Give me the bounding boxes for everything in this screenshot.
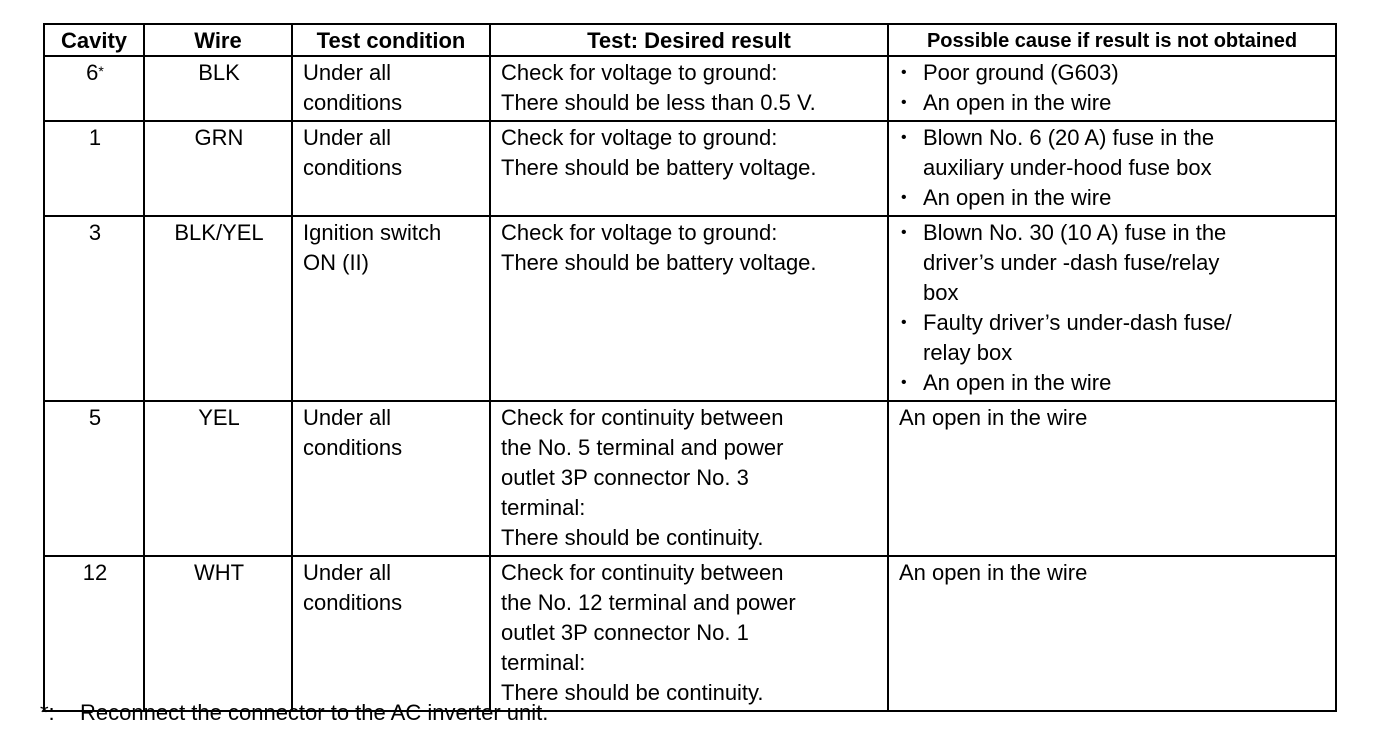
condition-line: ON (II) [303,250,369,275]
cause-line: • Blown No. 6 (20 A) fuse in the [923,125,1215,150]
diagnostic-table-sheet [43,23,1335,712]
cause-item [899,218,1327,308]
cause-item [899,368,1327,398]
condition-cell [292,556,490,711]
test-cell [490,216,888,401]
test-line: There should be continuity. [501,525,764,550]
test-line: There should be battery voltage. [501,250,817,275]
cause-item [899,308,1327,368]
cavity-cell: 1 [44,121,144,216]
test-line: There should be less than 0.5 V. [501,90,816,115]
header-test-condition: Test condition [292,24,490,56]
cause-line: • An open in the wire [923,370,1112,395]
cause-item [899,123,1327,183]
condition-line: conditions [303,435,403,460]
test-line: the No. 5 terminal and power [501,435,784,460]
cause-line: box [923,280,959,305]
cause-list [899,58,1327,118]
condition-line: Under all [303,405,392,430]
cause-line: • Blown No. 30 (10 A) fuse in the [923,220,1227,245]
test-line: Check for continuity between [501,560,784,585]
test-line: There should be continuity. [501,680,764,705]
test-cell [490,121,888,216]
table-row [44,556,1336,711]
test-line: Check for voltage to ground: [501,60,778,85]
header-row [44,24,1336,56]
cause-line: auxiliary under-hood fuse box [923,155,1212,180]
header-cavity: Cavity [44,24,144,56]
cavity-cell: 12 [44,556,144,711]
cause-item [899,88,1327,118]
test-line: There should be battery voltage. [501,155,817,180]
cause-line: An open in the wire [899,560,1088,585]
test-line: outlet 3P connector No. 1 [501,620,749,645]
cause-line: An open in the wire [899,405,1088,430]
condition-cell [292,216,490,401]
condition-line: Under all [303,125,392,150]
test-line: Check for voltage to ground: [501,125,778,150]
test-cell [490,401,888,556]
cause-line: • Poor ground (G603) [923,60,1119,85]
cause-cell [888,216,1336,401]
cause-cell [888,401,1336,556]
condition-cell [292,401,490,556]
cavity-cell: 3 [44,216,144,401]
cause-cell [888,556,1336,711]
cause-item [899,58,1327,88]
test-line: terminal: [501,650,586,675]
cause-line: driver’s under -dash fuse/relay [923,250,1220,275]
cavity-number: 6 [86,60,99,85]
cavity-cell [44,56,144,121]
condition-line: conditions [303,155,403,180]
cause-list [899,123,1327,213]
test-cell [490,556,888,711]
diagnostic-table [43,23,1337,712]
table-row [44,121,1336,216]
test-line: Check for continuity between [501,405,784,430]
test-line: outlet 3P connector No. 3 [501,465,749,490]
wire-cell: BLK [144,56,292,121]
wire-cell: WHT [144,556,292,711]
cause-line: • An open in the wire [923,90,1112,115]
condition-line: Under all [303,560,392,585]
test-cell [490,56,888,121]
wire-cell: YEL [144,401,292,556]
wire-cell: GRN [144,121,292,216]
table-row [44,216,1336,401]
cause-line: relay box [923,340,1013,365]
cause-line: • Faulty driver’s under-dash fuse/ [923,310,1232,335]
condition-line: conditions [303,590,403,615]
condition-line: Under all [303,60,392,85]
test-line: the No. 12 terminal and power [501,590,796,615]
header-possible-cause: Possible cause if result is not obtained [888,24,1336,56]
cause-cell [888,121,1336,216]
cavity-cell: 5 [44,401,144,556]
condition-line: Ignition switch [303,220,442,245]
cause-line: • An open in the wire [923,185,1112,210]
condition-cell [292,56,490,121]
footnote-text: Reconnect the connector to the AC inverter unit. [80,700,549,725]
wire-cell: BLK/YEL [144,216,292,401]
condition-cell [292,121,490,216]
test-line: terminal: [501,495,586,520]
cause-item [899,183,1327,213]
header-wire: Wire [144,24,292,56]
cause-list [899,218,1327,398]
table-row [44,56,1336,121]
condition-line: conditions [303,90,403,115]
footnote-mark: * [98,63,104,79]
footnote [40,698,548,728]
test-line: Check for voltage to ground: [501,220,778,245]
cause-cell [888,56,1336,121]
table-row [44,401,1336,556]
header-test-desired-result: Test: Desired result [490,24,888,56]
footnote-mark: *: [40,700,55,725]
